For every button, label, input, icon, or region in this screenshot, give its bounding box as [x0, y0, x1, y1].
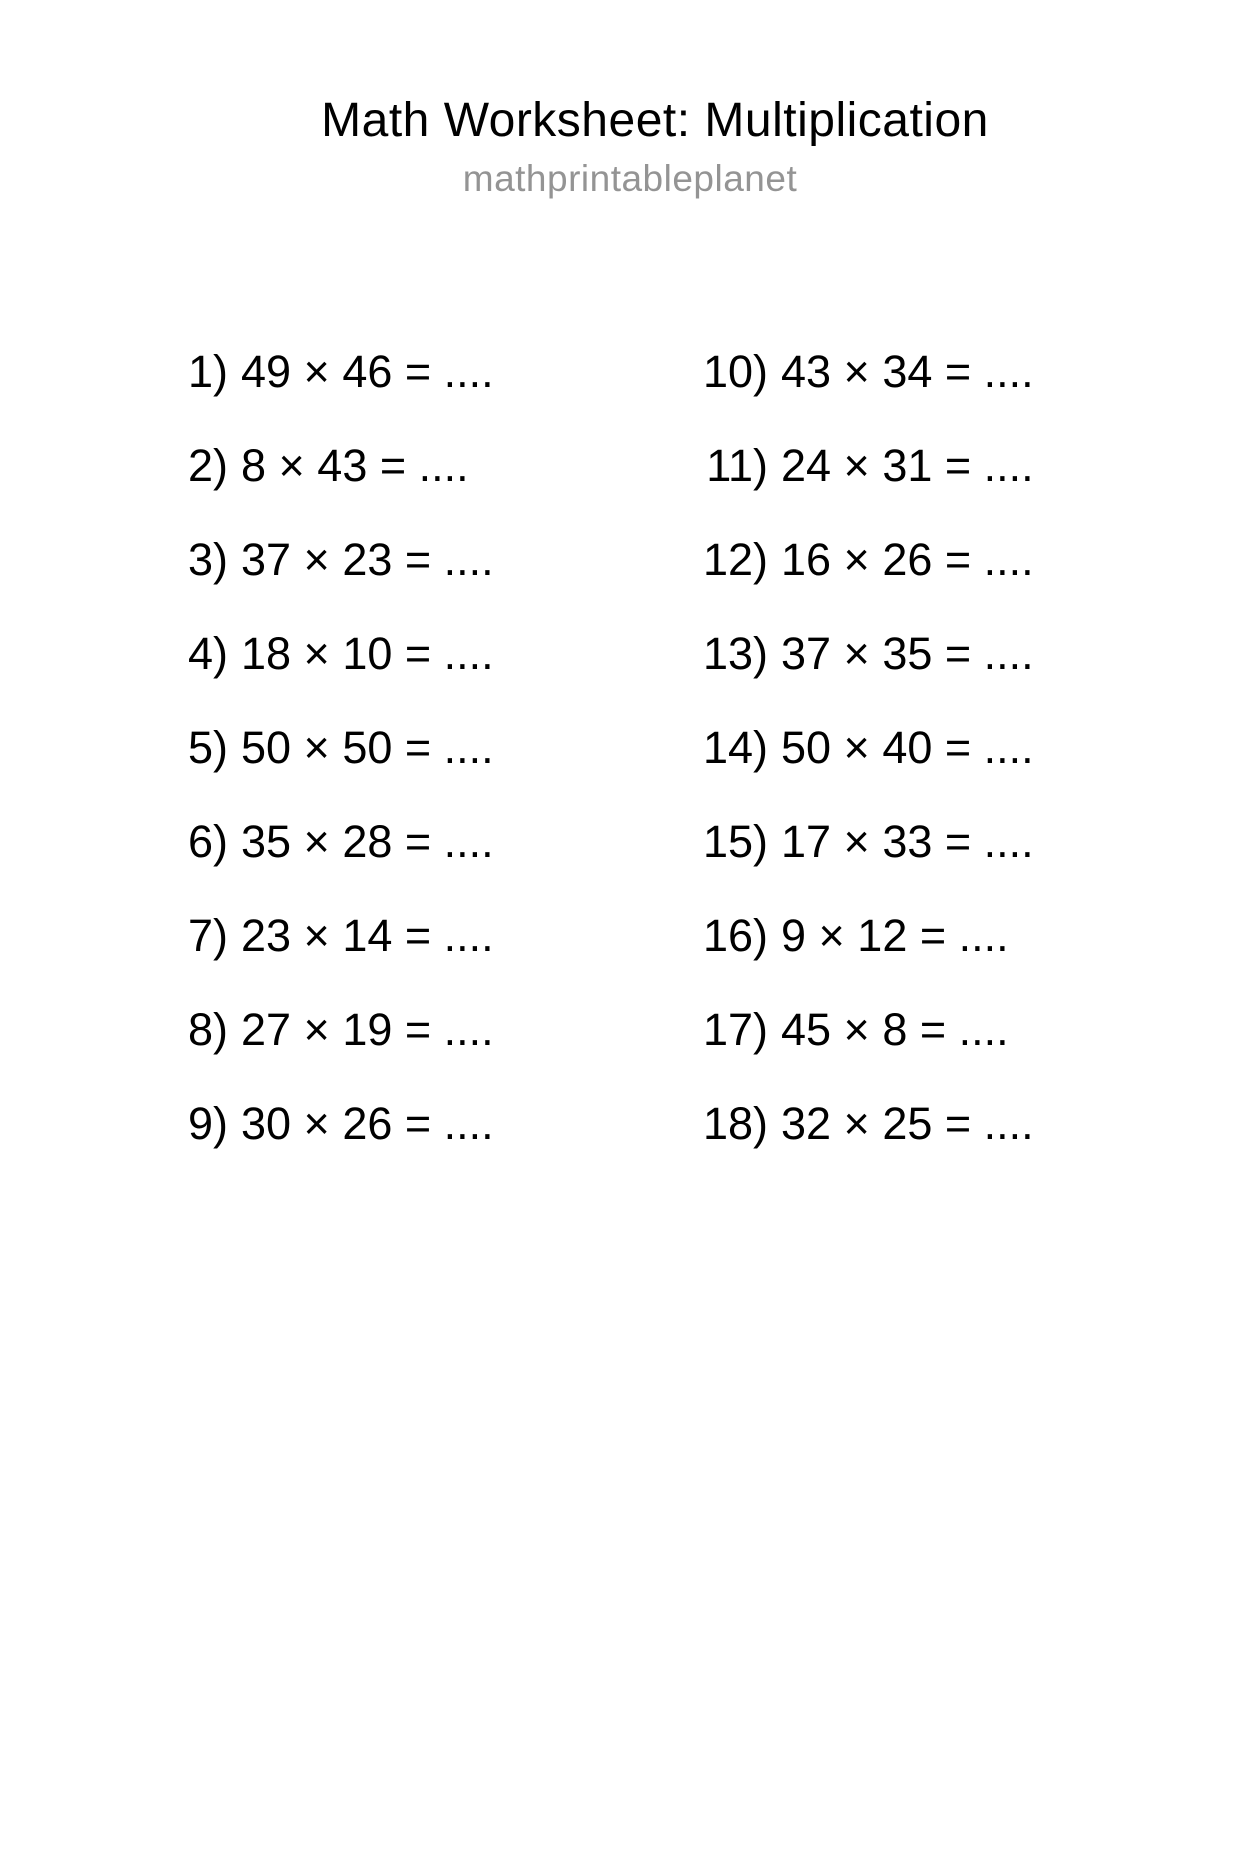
- problem-expression: 50 × 40 = ....: [781, 721, 1034, 773]
- problem-expression: 30 × 26 = ....: [241, 1097, 494, 1149]
- problem-expression: 35 × 28 = ....: [241, 815, 494, 867]
- problem-row: [150, 721, 590, 773]
- problem-expression: 45 × 8 = ....: [781, 1003, 1009, 1055]
- problem-row: [690, 439, 1034, 491]
- problem-number: 13): [702, 627, 768, 679]
- problems-column-left: [150, 345, 590, 1149]
- problem-expression: 50 × 50 = ....: [241, 721, 494, 773]
- problem-number: 15): [702, 815, 768, 867]
- problem-row: [690, 909, 1034, 961]
- problem-row: [150, 815, 590, 867]
- problem-number: 8): [187, 1003, 228, 1055]
- problem-row: [150, 1097, 590, 1149]
- problem-expression: 18 × 10 = ....: [241, 627, 494, 679]
- problem-row: [150, 439, 590, 491]
- problem-expression: 49 × 46 = ....: [241, 345, 494, 397]
- problem-row: [150, 1003, 590, 1055]
- problem-number: 17): [702, 1003, 768, 1055]
- problem-expression: 24 × 31 = ....: [781, 439, 1034, 491]
- problem-row: [690, 1097, 1034, 1149]
- problem-row: [690, 345, 1034, 397]
- problem-row: [150, 345, 590, 397]
- problem-expression: 8 × 43 = ....: [241, 439, 469, 491]
- problem-number: 16): [702, 909, 768, 961]
- problem-row: [150, 533, 590, 585]
- problem-expression: 23 × 14 = ....: [241, 909, 494, 961]
- problem-expression: 17 × 33 = ....: [781, 815, 1034, 867]
- problem-number: 1): [187, 345, 228, 397]
- problem-number: 10): [702, 345, 768, 397]
- problem-row: [690, 627, 1034, 679]
- problem-number: 18): [702, 1097, 768, 1149]
- problem-row: [690, 721, 1034, 773]
- problem-expression: 37 × 23 = ....: [241, 533, 494, 585]
- problem-number: 3): [187, 533, 228, 585]
- problem-expression: 27 × 19 = ....: [241, 1003, 494, 1055]
- problem-number: 9): [187, 1097, 228, 1149]
- problem-expression: 16 × 26 = ....: [781, 533, 1034, 585]
- worksheet-page: [0, 96, 1240, 1850]
- problem-number: 4): [187, 627, 228, 679]
- problem-number: 2): [187, 439, 228, 491]
- problem-number: 5): [187, 721, 228, 773]
- problem-number: 14): [702, 721, 768, 773]
- problems-column-right: [690, 345, 1034, 1149]
- problem-number: 6): [187, 815, 228, 867]
- site-watermark: mathprintableplanet: [462, 158, 798, 200]
- problem-number: 12): [702, 533, 768, 585]
- problem-expression: 32 × 25 = ....: [781, 1097, 1034, 1149]
- problem-row: [150, 909, 590, 961]
- problem-number: 7): [187, 909, 228, 961]
- problem-expression: 9 × 12 = ....: [781, 909, 1009, 961]
- problems-grid: [0, 345, 1240, 1149]
- problem-expression: 43 × 34 = ....: [781, 345, 1034, 397]
- problem-row: [150, 627, 590, 679]
- problem-row: [690, 815, 1034, 867]
- problem-expression: 37 × 35 = ....: [781, 627, 1034, 679]
- problem-row: [690, 533, 1034, 585]
- problem-row: [690, 1003, 1034, 1055]
- page-title: Math Worksheet: Multiplication: [321, 94, 989, 147]
- problem-number: 11): [706, 439, 768, 491]
